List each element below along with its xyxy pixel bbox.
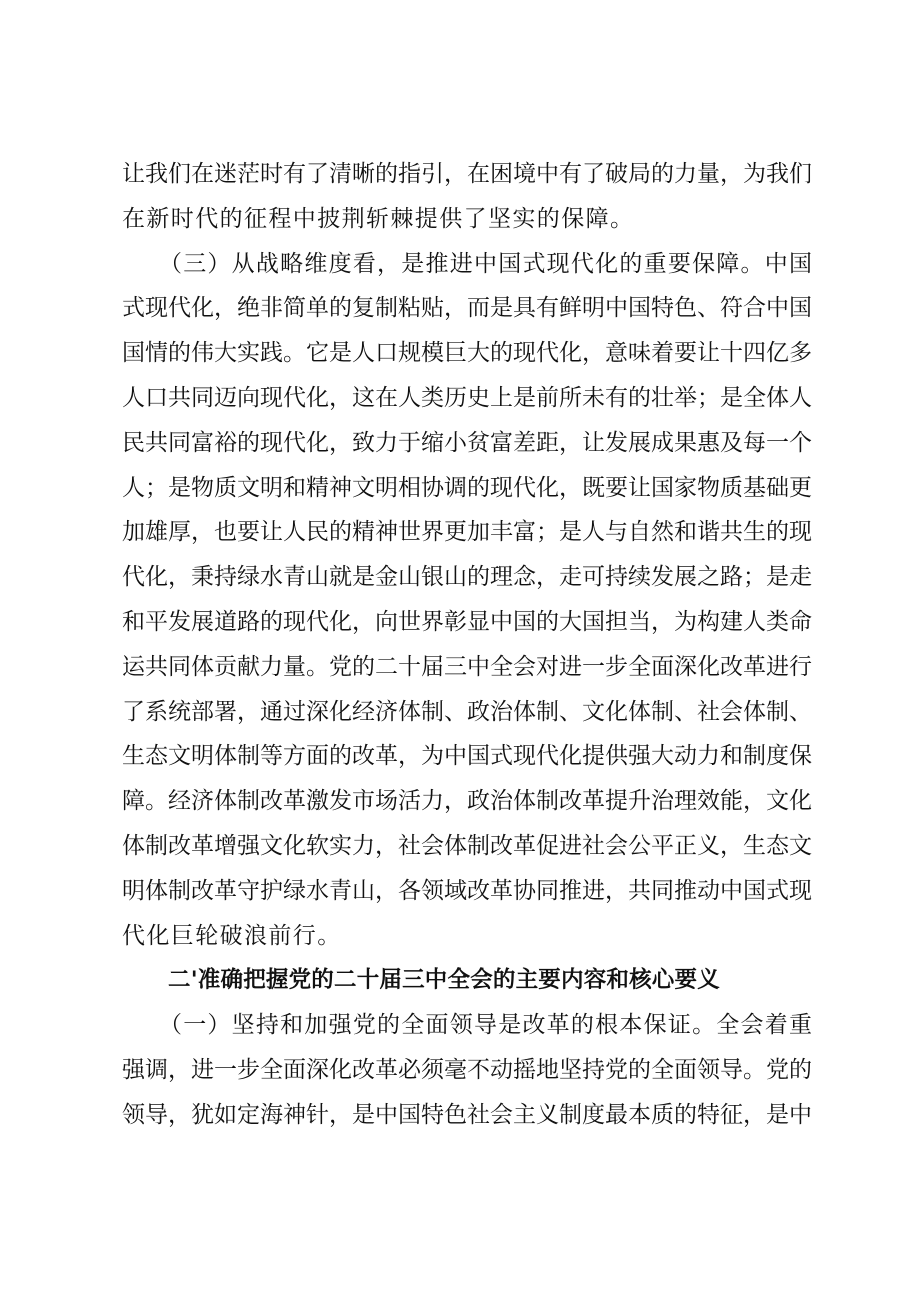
text-line: 生态文明体制等方面的改革，为中国式现代化提供强大动力和制度保 xyxy=(122,743,812,770)
document-body xyxy=(122,152,812,1138)
text-line: 和平发展道路的现代化，向世界彰显中国的大国担当，为构建人类命 xyxy=(122,608,812,635)
text-line: 运共同体贡献力量。党的二十届三中全会对进一步全面深化改革进行 xyxy=(122,653,812,680)
text-line: 代化巨轮破浪前行。 xyxy=(122,922,342,949)
text-line: 加雄厚，也要让人民的精神世界更加丰富；是人与自然和谐共生的现 xyxy=(122,519,812,546)
text-line: 式现代化，绝非简单的复制粘贴，而是具有鲜明中国特色、符合中国 xyxy=(122,295,812,322)
text-line: 强调，进一步全面深化改革必须毫不动摇地坚持党的全面领导。党的 xyxy=(122,1056,812,1083)
text-line: 民共同富裕的现代化，致力于缩小贫富差距，让发展成果惠及每一个 xyxy=(122,429,812,456)
text-line: 国情的伟大实践。它是人口规模巨大的现代化，意味着要让十四亿多 xyxy=(122,340,812,367)
text-line: 人口共同迈向现代化，这在人类历史上是前所未有的壮举；是全体人 xyxy=(122,384,812,411)
text-line: 明体制改革守护绿水青山，各领域改革协同推进，共同推动中国式现 xyxy=(122,877,812,904)
section-heading: 二'准确把握党的二十届三中全会的主要内容和核心要义 xyxy=(168,967,720,994)
paragraph-strategic-dimension xyxy=(122,242,812,959)
text-line: 代化，秉持绿水青山就是金山银山的理念，走可持续发展之路；是走 xyxy=(122,564,812,591)
text-line: 领导，犹如定海神针，是中国特色社会主义制度最本质的特征，是中 xyxy=(122,1101,812,1128)
text-line: （三）从战略维度看，是推进中国式现代化的重要保障。中国 xyxy=(122,250,812,277)
text-line: 让我们在迷茫时有了清晰的指引，在困境中有了破局的力量，为我们 xyxy=(122,161,812,187)
text-line: 体制改革增强文化软实力，社会体制改革促进社会公平正义，生态文 xyxy=(122,832,812,859)
text-line: 在新时代的征程中披荆斩棘提供了坚实的保障。 xyxy=(122,205,635,232)
text-line: 了系统部署，通过深化经济体制、政治体制、文化体制、社会体制、 xyxy=(122,698,812,725)
text-line: 人；是物质文明和精神文明相协调的现代化，既要让国家物质基础更 xyxy=(122,474,812,501)
paragraph-continuation xyxy=(122,152,812,242)
paragraph-party-leadership xyxy=(122,1003,812,1137)
text-line: （一）坚持和加强党的全面领导是改革的根本保证。全会着重 xyxy=(122,1012,812,1039)
text-line: 障。经济体制改革激发市场活力，政治体制改革提升治理效能，文化 xyxy=(122,788,812,815)
